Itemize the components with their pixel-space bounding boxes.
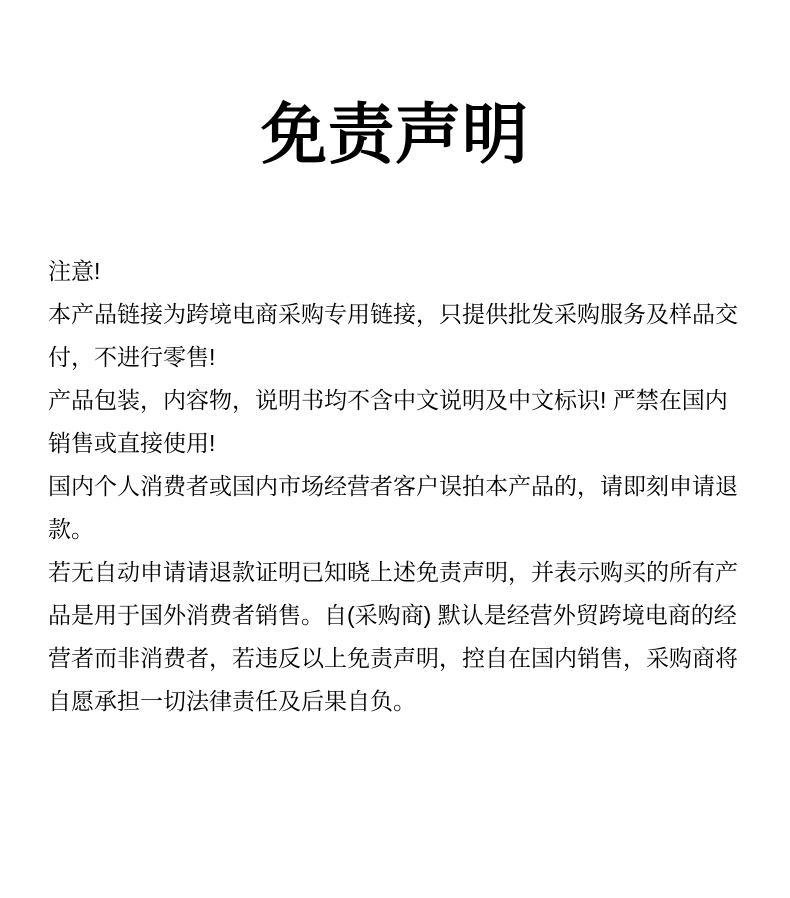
disclaimer-paragraph-link-purpose: 本产品链接为跨境电商采购专用链接，只提供批发采购服务及样品交付，不进行零售! [48,301,738,370]
disclaimer-paragraph-attention: 注意! [48,258,101,284]
disclaimer-paragraph-liability: 若无自动申请请退款证明已知晓上述免责声明，并表示购买的所有产品是用于国外消费者销售。自(采购商) 默认是经营外贸跨境电商的经营者而非消费者，若违反以上免责声明，控自在国内销售，采购商将自愿承担一切法律责任及后果自负。 [48,559,738,714]
disclaimer-page [0,96,790,898]
disclaimer-title: 免责声明 [261,97,529,171]
disclaimer-paragraph-refund: 国内个人消费者或国内市场经营者客户误拍本产品的，请即刻申请退款。 [48,473,738,542]
disclaimer-paragraph-packaging: 产品包装，内容物，说明书均不含中文说明及中文标识! 严禁在国内销售或直接使用! [48,387,728,456]
disclaimer-body [48,250,748,723]
